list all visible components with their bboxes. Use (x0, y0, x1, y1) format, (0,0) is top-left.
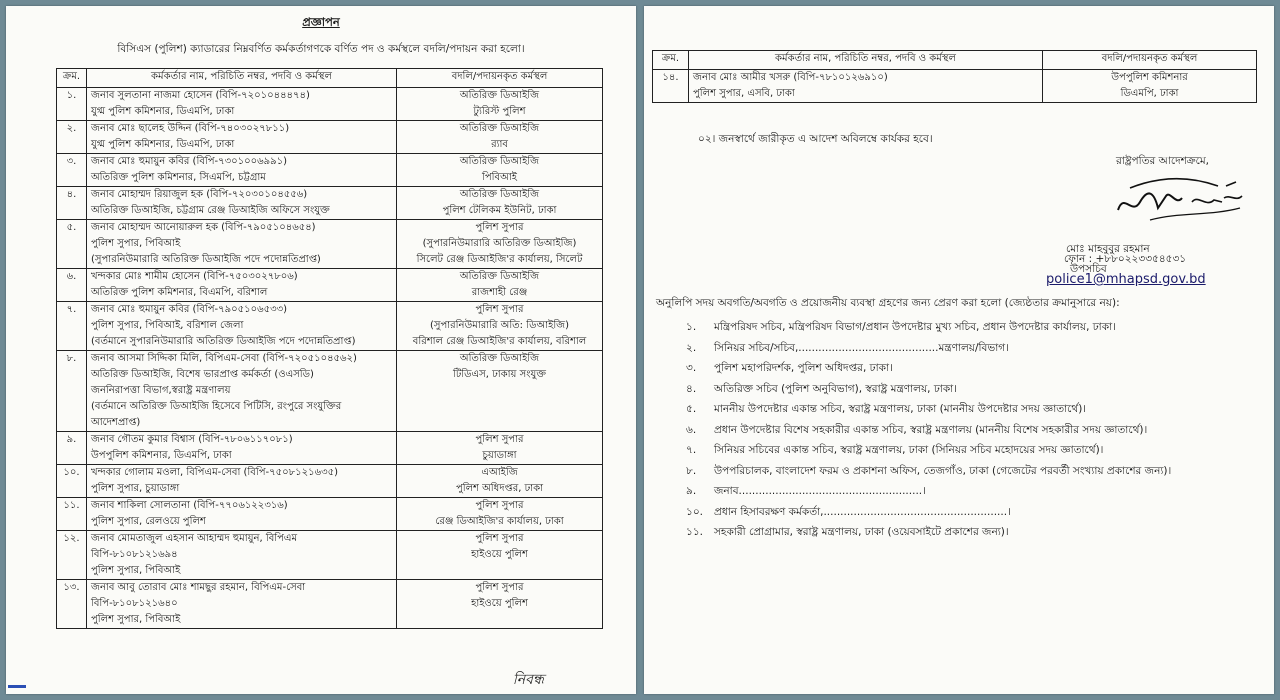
signatory-title: উপসচিব (1070, 263, 1107, 275)
col-header-posting: বদলি/পদায়নকৃত কর্মস্থল (397, 69, 603, 88)
document-page-2 (644, 6, 1274, 694)
officer-line: খন্দকার গোলাম মওলা, বিপিএম-সেবা (বিপি-৭৫০৮১২১৬৩৫) (91, 467, 338, 478)
row-serial: ১৪. (653, 70, 689, 103)
table-row (57, 187, 603, 220)
officer-cell (87, 302, 397, 351)
signatory-name: মোঃ মাহবুবুর রহমান (1066, 243, 1150, 255)
list-item (686, 440, 1171, 461)
table-row (57, 88, 603, 121)
row-serial: ৭. (57, 302, 87, 351)
list-item-number: ৫. (686, 403, 697, 415)
officer-line: জনাব মোঃ আমীর খসরু (বিপি-৭৮১০১২৬৯১০) (693, 72, 888, 83)
posting-line: অতিরিক্ত ডিআইজি (459, 90, 540, 101)
posting-line: পুলিশ সুপার (475, 222, 524, 233)
posting-line: র‍্যাব (491, 139, 508, 150)
order-intro: বিসিএস (পুলিশ) ক্যাডারের নিম্নবর্ণিত কর্মকর্তাগণকে বর্ণিত পদ ও কর্মস্থলে বদলি/পদায়ন করা হলো। (117, 43, 525, 55)
list-item-number: ৪. (686, 382, 697, 395)
posting-line: উপপুলিশ কমিশনার (1111, 72, 1188, 83)
table-header-row (57, 69, 603, 88)
col-header-serial: ক্রম. (57, 69, 87, 88)
officer-line: অতিরিক্ত পুলিশ কমিশনার, বিএমপি, বরিশাল (91, 287, 268, 298)
officer-line: অতিরিক্ত ডিআইজি, বিশেষ ভারপ্রাপ্ত কর্মকর্তা (ওএসডি) (91, 369, 314, 380)
posting-line: ট্যুরিস্ট পুলিশ (473, 106, 526, 117)
row-serial: ৯. (57, 432, 87, 465)
signatory-phone: ফোন : +৮৮০২২৩৩৫৪৫৩১ (1064, 253, 1187, 265)
list-item-text: সিনিয়র সচিব/সচিব,..........................................মন্ত্রণালয়/বিভাগ। (714, 341, 1009, 354)
col-header-officer: কর্মকর্তার নাম, পরিচিতি নম্বর, পদবি ও কর্মস্থল (689, 51, 1043, 70)
officer-cell (87, 154, 397, 187)
posting-line: রেঞ্জ ডিআইজি'র কার্যালয়, ঢাকা (435, 516, 564, 527)
posting-line: চুয়াডাঙ্গা (482, 450, 517, 461)
table-row (57, 580, 603, 629)
table-row (57, 432, 603, 465)
table-header-row (653, 51, 1257, 70)
row-serial: ৪. (57, 187, 87, 220)
posting-line: পুলিশ টেলিকম ইউনিট, ঢাকা (442, 205, 557, 216)
posting-cell (397, 432, 603, 465)
list-item-number: ৭. (686, 444, 697, 456)
posting-line: পিবিআই (482, 172, 517, 183)
officer-line: পুলিশ সুপার, পিবিআই, বরিশাল জেলা (91, 320, 244, 331)
table-row (57, 531, 603, 580)
list-item-number: ৯. (686, 485, 697, 497)
col-header-posting: বদলি/পদায়নকৃত কর্মস্থল (1043, 51, 1257, 70)
posting-line: বরিশাল রেঞ্জ ডিআইজি'র কার্যালয়, বরিশাল (412, 336, 587, 347)
document-heading: প্রজ্ঞাপন (302, 15, 340, 29)
copy-recipient-list (686, 317, 1171, 543)
posting-line: হাইওয়ে পুলিশ (471, 549, 528, 560)
list-item-text: উপপরিচালক, বাংলাদেশ ফরম ও প্রকাশনা অফিস, তেজগাঁও, ঢাকা (গেজেটের পরবর্তী সংখ্যায় প্রকাশের জন্য)। (714, 464, 1172, 477)
list-item-number: ৩. (686, 362, 697, 374)
list-item-number: ১১. (686, 526, 703, 538)
list-item-text: সিনিয়র সচিবের একান্ত সচিব, স্বরাষ্ট্র মন্ত্রণালয়, ঢাকা (সিনিয়র সচিব মহোদয়ের সদয় জ্ঞাতার্থে)। (714, 444, 1104, 456)
posting-line: অতিরিক্ত ডিআইজি (459, 353, 540, 364)
order-by-line: রাষ্ট্রপতির আদেশক্রমে, (1116, 155, 1209, 167)
officer-line: পুলিশ সুপার, এসবি, ঢাকা (693, 88, 795, 99)
table-row (57, 498, 603, 531)
list-item-text: প্রধান হিসাবরক্ষণ কর্মকর্তা,.......................................................। (714, 505, 1011, 518)
list-item (686, 502, 1171, 523)
table-row (57, 121, 603, 154)
posting-cell (397, 351, 603, 432)
list-item (686, 481, 1171, 502)
row-serial: ১. (57, 88, 87, 121)
posting-line: পুলিশ সুপার (475, 500, 524, 511)
posting-cell (397, 154, 603, 187)
table-row (57, 351, 603, 432)
officer-line: জনাব মোমতাজুল এহসান আহাম্মদ হুমায়ুন, বিপিএম (91, 533, 298, 544)
col-header-serial: ক্রম. (653, 51, 689, 70)
posting-cell (397, 269, 603, 302)
posting-cell (397, 498, 603, 531)
officer-cell (87, 432, 397, 465)
list-item-number: ৬. (686, 423, 697, 436)
posting-line: (সুপারনিউমারারি অতি: ডিআইজি) (429, 320, 570, 331)
row-serial: ৬. (57, 269, 87, 302)
officer-line: পুলিশ সুপার, পিবিআই (91, 614, 181, 625)
officer-line: জনাব মোঃ হুমায়ুন কবির (বিপি-৭৯০৫১০৬৫৩৩) (91, 304, 288, 315)
list-item-text: জনাব.......................................................। (714, 485, 926, 497)
row-serial: ৩. (57, 154, 87, 187)
officer-cell (87, 531, 397, 580)
list-item (686, 399, 1171, 420)
transfer-table (56, 68, 603, 629)
list-item-text: মাননীয় উপদেষ্টার একান্ত সচিব, স্বরাষ্ট্র মন্ত্রণালয়, ঢাকা (মাননীয় উপদেষ্টার সদয় জ্ঞাতার্থে)। (714, 403, 1087, 415)
officer-line: উপপুলিশ কমিশনার, ডিএমপি, ঢাকা (91, 450, 232, 461)
officer-line: জনাব মোঃ ছালেহ উদ্দিন (বিপি-৭৪০৩০২৭৮১১) (91, 123, 290, 134)
officer-cell (87, 187, 397, 220)
document-page-1 (6, 6, 636, 694)
posting-line: অতিরিক্ত ডিআইজি (459, 271, 540, 282)
list-item (686, 338, 1171, 359)
list-item (686, 461, 1171, 482)
posting-cell (397, 465, 603, 498)
posting-line: টিডিএস, ঢাকায় সংযুক্ত (452, 369, 546, 380)
list-item (686, 522, 1171, 543)
officer-line: (সুপারনিউমারারি অতিরিক্ত ডিআইজি পদে পদোন্নতিপ্রাপ্ত) (91, 254, 321, 265)
col-header-officer: কর্মকর্তার নাম, পরিচিতি নম্বর, পদবি ও কর্মস্থল (87, 69, 397, 88)
officer-line: পুলিশ সুপার, পিবিআই (91, 565, 181, 576)
officer-line: অতিরিক্ত ডিআইজি, চট্টগ্রাম রেঞ্জ ডিআইজি অফিসে সংযুক্ত (91, 205, 330, 216)
officer-line: যুগ্ম পুলিশ কমিশনার, ডিএমপি, ঢাকা (91, 106, 235, 117)
copy-list-intro: অনুলিপি সদয় অবগতি/অবগতি ও প্রয়োজনীয় ব্যবস্থা গ্রহণের জন্য প্রেরণ করা হলো (জ্যেষ্ঠতার ক্রমানুসারে নয়): (656, 297, 1120, 309)
list-item-number: ৮. (686, 464, 697, 477)
officer-line: পুলিশ সুপার, পিবিআই (91, 238, 181, 249)
posting-cell (1043, 70, 1257, 103)
list-item-text: মন্ত্রিপরিষদ সচিব, মন্ত্রিপরিষদ বিভাগ/প্রধান উপদেষ্টার মুখ্য সচিব, প্রধান উপদেষ্টার কার্যালয়, ঢাকা। (714, 321, 1116, 333)
officer-cell (87, 121, 397, 154)
officer-cell (87, 580, 397, 629)
posting-line: পুলিশ সুপার (475, 582, 524, 593)
row-serial: ১৩. (57, 580, 87, 629)
list-item (686, 317, 1171, 338)
posting-line: পুলিশ সুপার (475, 533, 524, 544)
posting-cell (397, 302, 603, 351)
row-serial: ১০. (57, 465, 87, 498)
officer-line: জননিরাপত্তা বিভাগ,স্বরাষ্ট্র মন্ত্রণালয় (91, 385, 231, 396)
posting-line: ডিএমপি, ঢাকা (1120, 88, 1179, 99)
officer-line: (বর্তমানে সুপারনিউমারারি অতিরিক্ত ডিআইজি পদে পদোন্নতিপ্রাপ্ত) (91, 336, 356, 347)
list-item-text: অতিরিক্ত সচিব (পুলিশ অনুবিভাগ), স্বরাষ্ট্র মন্ত্রণালয়, ঢাকা। (714, 382, 957, 395)
list-item (686, 358, 1171, 379)
officer-line: যুগ্ম পুলিশ কমিশনার, ডিএমপি, ঢাকা (91, 139, 235, 150)
posting-line: এআইজি (481, 467, 518, 478)
posting-line: পুলিশ সুপার (475, 434, 524, 445)
row-serial: ২. (57, 121, 87, 154)
list-item-text: সহকারী প্রোগ্রামার, স্বরাষ্ট্র মন্ত্রণালয়, ঢাকা (ওয়েবসাইটে প্রকাশের জন্য)। (714, 526, 1009, 538)
page-initial: নিবন্ধ (512, 672, 544, 688)
officer-cell (87, 88, 397, 121)
posting-line: সিলেট রেঞ্জ ডিআইজি'র কার্যালয়, সিলেট (416, 254, 583, 265)
officer-line: (বর্তমানে অতিরিক্ত ডিআইজি হিসেবে পিটিসি, রংপুরে সংযুক্তির আদেশপ্রাপ্ত) (91, 401, 342, 428)
officer-line: পুলিশ সুপার, চুয়াডাঙ্গা (91, 483, 180, 494)
row-serial: ১১. (57, 498, 87, 531)
table-row (57, 465, 603, 498)
row-serial: ৫. (57, 220, 87, 269)
posting-line: অতিরিক্ত ডিআইজি (459, 156, 540, 167)
officer-cell (689, 70, 1043, 103)
posting-cell (397, 187, 603, 220)
table-row (57, 154, 603, 187)
list-item-text: পুলিশ মহাপরিদর্শক, পুলিশ অধিদপ্তর, ঢাকা। (714, 362, 893, 374)
officer-line: জনাব মোঃ হুমায়ুন কবির (বিপি-৭৩০১০০৬৯৯১) (91, 156, 288, 167)
posting-cell (397, 220, 603, 269)
posting-line: পুলিশ সুপার (475, 304, 524, 315)
officer-cell (87, 220, 397, 269)
officer-line: জনাব মোহাম্মদ আনোয়ারুল হক (বিপি-৭৯০৫১০৪৬৫৪) (91, 222, 316, 233)
officer-line: জনাব মোহাম্মদ রিয়াজুল হক (বিপি-৭২০৩০১০৪৫৫৬) (91, 189, 308, 200)
officer-cell (87, 465, 397, 498)
officer-line: জনাব আবু তোরাব মোঃ শামছুর রহমান, বিপিএম-সেবা (91, 582, 306, 593)
list-item-number: ১০. (686, 505, 703, 518)
officer-line: জনাব শাকিলা সোলতানা (বিপি-৭৭০৬১২২৩১৬) (91, 500, 288, 511)
posting-cell (397, 88, 603, 121)
signatory-email[interactable]: police1@mhapsd.gov.bd (1046, 272, 1206, 287)
clause-2: ০২। জনস্বার্থে জারীকৃত এ আদেশ অবিলম্বে কার্যকর হবে। (698, 133, 933, 145)
table-row (57, 220, 603, 269)
row-serial: ১২. (57, 531, 87, 580)
transfer-table-continued (652, 50, 1257, 103)
table-row (57, 269, 603, 302)
list-item (686, 420, 1171, 441)
officer-line: অতিরিক্ত পুলিশ কমিশনার, সিএমপি, চট্টগ্রাম (91, 172, 266, 183)
officer-line: খন্দকার মোঃ শামীম হোসেন (বিপি-৭৫০৩০২৭৮০৬) (91, 271, 298, 282)
posting-line: হাইওয়ে পুলিশ (471, 598, 528, 609)
posting-line: পুলিশ অধিদপ্তর, ঢাকা (455, 483, 544, 494)
posting-cell (397, 580, 603, 629)
handwritten-signature (1110, 172, 1250, 232)
officer-cell (87, 498, 397, 531)
table-row (653, 70, 1257, 103)
blue-pen-mark (8, 685, 26, 688)
officer-cell (87, 351, 397, 432)
posting-line: অতিরিক্ত ডিআইজি (459, 123, 540, 134)
list-item (686, 379, 1171, 400)
officer-line: বিপি-৮১০৮১২১৬৯৪ (91, 549, 178, 560)
officer-cell (87, 269, 397, 302)
officer-line: পুলিশ সুপার, রেলওয়ে পুলিশ (91, 516, 206, 527)
list-item-text: প্রধান উপদেষ্টার বিশেষ সহকারীর একান্ত সচিব, স্বরাষ্ট্র মন্ত্রণালয় (মাননীয় বিশেষ সহকারীর সদয় জ্ঞাতার্থে)। (714, 423, 1148, 436)
officer-line: জনাব আসমা সিদ্দিকা মিলি, বিপিএম-সেবা (বিপি-৭২০৫১০৪৫৬২) (91, 353, 357, 364)
list-item-number: ২. (686, 341, 697, 354)
posting-line: (সুপারনিউমারারি অতিরিক্ত ডিআইজি) (422, 238, 577, 249)
officer-line: বিপি-৮১০৮১২১৬৪০ (91, 598, 178, 609)
officer-line: জনাব গৌতম কুমার বিশ্বাস (বিপি-৭৮০৬১১৭০৮১) (91, 434, 293, 445)
posting-cell (397, 121, 603, 154)
posting-line: অতিরিক্ত ডিআইজি (459, 189, 540, 200)
officer-line: জনাব সুলতানা নাজমা হোসেন (বিপি-৭২০১০৪৪৪৭৪) (91, 90, 310, 101)
posting-cell (397, 531, 603, 580)
row-serial: ৮. (57, 351, 87, 432)
posting-line: রাজশাহী রেঞ্জ (471, 287, 528, 298)
list-item-number: ১. (686, 321, 697, 333)
table-row (57, 302, 603, 351)
